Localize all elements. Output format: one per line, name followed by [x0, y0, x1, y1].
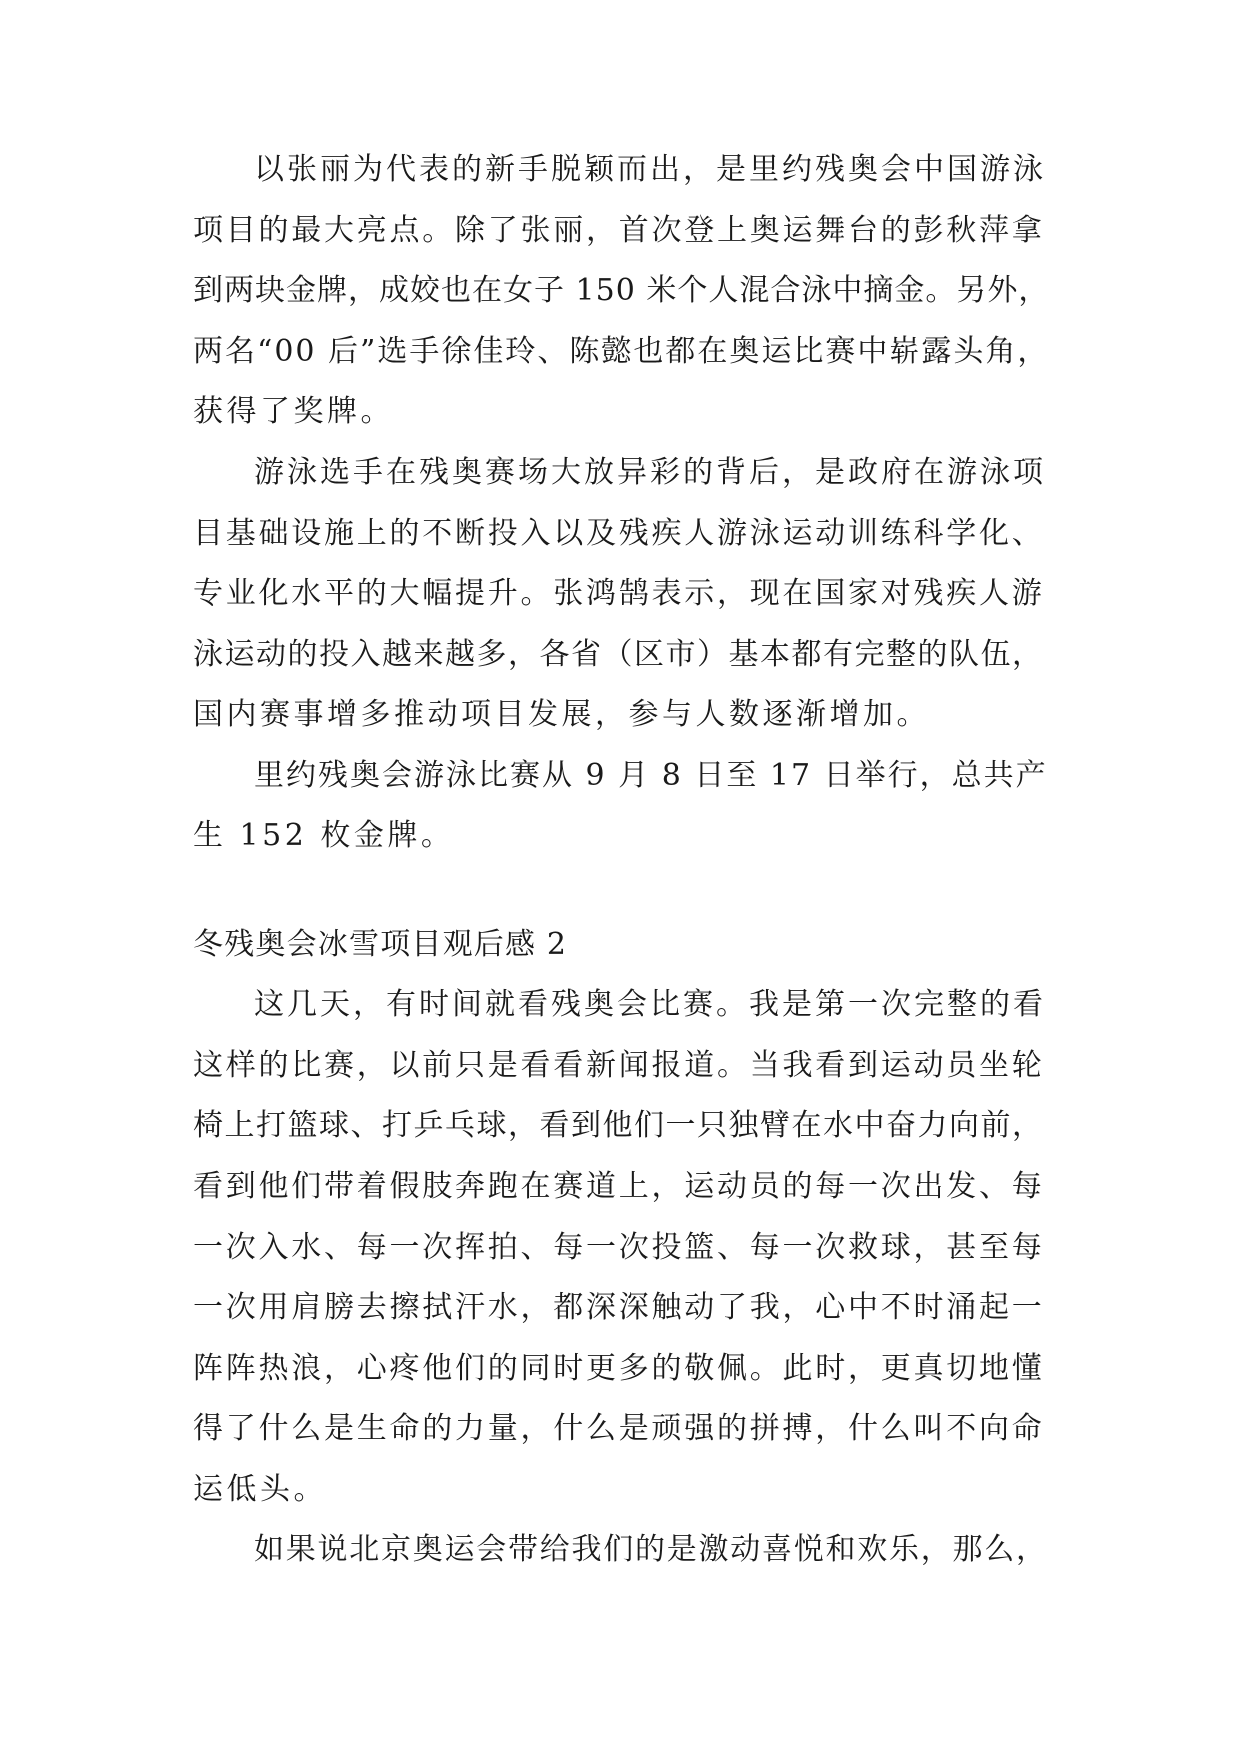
paragraph-line: 泳运动的投入越来越多，各省（区市）基本都有完整的队伍，: [193, 637, 1044, 672]
paragraph-line: 一次用肩膀去擦拭汗水，都深深触动了我，心中不时涌起一: [193, 1290, 1045, 1325]
paragraph-line: 到两块金牌，成姣也在女子 150 米个人混合泳中摘金。另外，: [193, 273, 1050, 308]
section-heading: 冬残奥会冰雪项目观后感 2: [193, 927, 568, 962]
paragraph-line: 看到他们带着假肢奔跑在赛道上，运动员的每一次出发、每: [193, 1169, 1045, 1204]
paragraph-line: 如果说北京奥运会带给我们的是激动喜悦和欢乐，那么，: [254, 1532, 1048, 1567]
paragraph-line: 得了什么是生命的力量，什么是顽强的拼搏，什么叫不向命: [193, 1411, 1045, 1446]
paragraph-line: 两名“00 后”选手徐佳玲、陈懿也都在奥运比赛中崭露头角，: [193, 334, 1050, 369]
paragraph-line: 阵阵热浪，心疼他们的同时更多的敬佩。此时，更真切地懂: [193, 1351, 1045, 1386]
paragraph-line: 项目的最大亮点。除了张丽，首次登上奥运舞台的彭秋萍拿: [193, 213, 1045, 248]
paragraph-line: 目基础设施上的不断投入以及残疾人游泳运动训练科学化、: [193, 516, 1045, 551]
paragraph-line: 这几天，有时间就看残奥会比赛。我是第一次完整的看: [254, 987, 1046, 1022]
paragraph-line: 这样的比赛，以前只是看看新闻报道。当我看到运动员坐轮: [193, 1048, 1045, 1083]
paragraph-line: 游泳选手在残奥赛场大放异彩的背后，是政府在游泳项: [254, 455, 1046, 490]
paragraph-line: 获得了奖牌。: [193, 394, 394, 429]
paragraph-line: 以张丽为代表的新手脱颖而出，是里约残奥会中国游泳: [254, 152, 1046, 187]
paragraph-line: 专业化水平的大幅提升。张鸿鹄表示，现在国家对残疾人游: [193, 576, 1045, 611]
paragraph-line: 里约残奥会游泳比赛从 9 月 8 日至 17 日举行，总共产: [254, 758, 1048, 793]
paragraph-line: 生 152 枚金牌。: [193, 818, 455, 853]
paragraph-line: 国内赛事增多推动项目发展，参与人数逐渐增加。: [193, 697, 930, 732]
paragraph-line: 椅上打篮球、打乒乓球，看到他们一只独臂在水中奋力向前，: [193, 1108, 1044, 1143]
paragraph-line: 运低头。: [193, 1472, 327, 1507]
paragraph-line: 一次入水、每一次挥拍、每一次投篮、每一次救球，甚至每: [193, 1230, 1045, 1265]
